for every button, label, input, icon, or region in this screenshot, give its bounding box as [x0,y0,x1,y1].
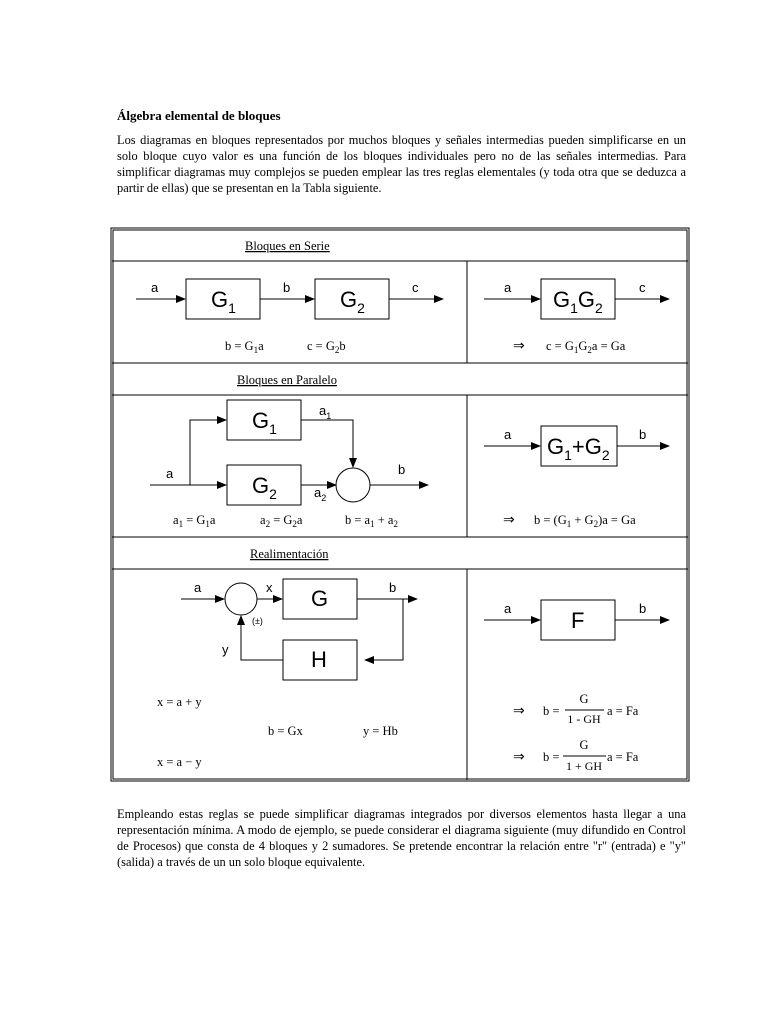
parallel-combined-block: $G_1+G_2$ [547,434,610,463]
closing-paragraph: Empleando estas reglas se puede simplificar diagramas integrados por diversos elementos hasta llegar a una representación mínima. A modo de ejemplo, se puede considerar el diagrama siguiente (muy difundido en Control de Procesos) que consta de 4 bloques y 2 sumadores. Se pretende encontrar la relación entre "r" (entrada) e "y" (salida) a través de un un solo bloque equivalente. [117,807,686,869]
series-implies: ⇒ [513,339,525,354]
series-eq-b: $b = G_1a$ [225,339,264,355]
table-grid [111,228,689,781]
feedback-block-f: F [571,608,585,633]
feedback-eq-b: b = Gx [268,724,303,738]
feedback-signal-b: b [389,580,397,595]
feedback-signal-y: y [222,642,229,657]
parallel-signal-b: b [398,462,406,477]
feedback-eq-y: y = Hb [363,724,398,738]
feedback-combined-signal-a: a [504,601,512,616]
feedback-eq-x-minus: x = a − y [157,755,202,769]
parallel-combined-diagram [484,426,669,466]
series-signal-a: a [151,280,159,295]
series-block-g1: $G_1$ [211,287,236,316]
parallel-eq-a1: $a_1 = G_1a$ [173,513,216,529]
feedback-eq-x-plus: x = a + y [157,695,202,709]
feedback-block-h: H [311,647,327,672]
parallel-combined-signal-b: b [639,427,647,442]
feedback-combined-diagram [484,600,669,640]
parallel-implies: ⇒ [503,513,515,528]
feedback-result1-lhs: b = [543,704,560,718]
series-combined-block: $G_1G_2$ [553,287,603,316]
feedback-signal-a: a [194,580,202,595]
series-header: Bloques en Serie [245,239,330,253]
feedback-result1-num: G [579,692,589,706]
parallel-result: $b = (G_1 + G_2)a = Ga$ [534,513,636,529]
parallel-block-g1: $G_1$ [252,408,277,437]
feedback-implies-1: ⇒ [513,704,525,719]
feedback-sign: (±) [252,616,263,626]
series-eq-c: $c = G_2b$ [307,339,346,355]
series-result: $c = G_1G_2a = Ga$ [546,339,626,355]
series-combined-diagram [484,279,669,319]
parallel-signal-a2: $a_2$ [314,485,327,503]
feedback-signal-x: x [266,580,273,595]
parallel-eq-a2: $a_2 = G_2a$ [260,513,303,529]
series-block-g2: $G_2$ [340,287,365,316]
feedback-implies-2: ⇒ [513,750,525,765]
feedback-combined-signal-b: b [639,601,647,616]
feedback-diagram [181,579,417,680]
feedback-result1-den: 1 - GH [567,712,601,726]
feedback-result2-num: G [579,738,589,752]
parallel-combined-signal-a: a [504,427,512,442]
feedback-result1-rhs: a = Fa [607,704,639,718]
feedback-result2-lhs: b = [543,750,560,764]
series-diagram [136,279,443,319]
feedback-header: Realimentación [250,547,329,561]
feedback-result2-rhs: a = Fa [607,750,639,764]
parallel-signal-a: a [166,466,174,481]
page-title: Álgebra elemental de bloques [117,108,281,123]
parallel-diagram [150,400,428,505]
feedback-block-g: G [311,586,329,611]
intro-paragraph: Los diagramas en bloques representados por muchos bloques y señales intermedias pueden simplificarse en un solo bloque cuyo valor es una función de los bloques individuales pero no de las señales intermedias. Para simplificar diagramas muy complejos se pueden emplear las tres reglas elementales (y toda otra que se deduzca a partir de ellas) que se presentan en la Tabla siguiente. [117,133,686,195]
series-signal-b: b [283,280,291,295]
parallel-header: Bloques en Paralelo [237,373,337,387]
parallel-block-g2: $G_2$ [252,473,277,502]
feedback-result2-den: 1 + GH [565,759,603,773]
series-signal-c: c [412,280,419,295]
parallel-signal-a1: $a_1$ [319,403,332,421]
series-combined-signal-c: c [639,280,646,295]
series-combined-signal-a: a [504,280,512,295]
parallel-eq-b: $b = a_1 + a_2$ [345,513,398,529]
